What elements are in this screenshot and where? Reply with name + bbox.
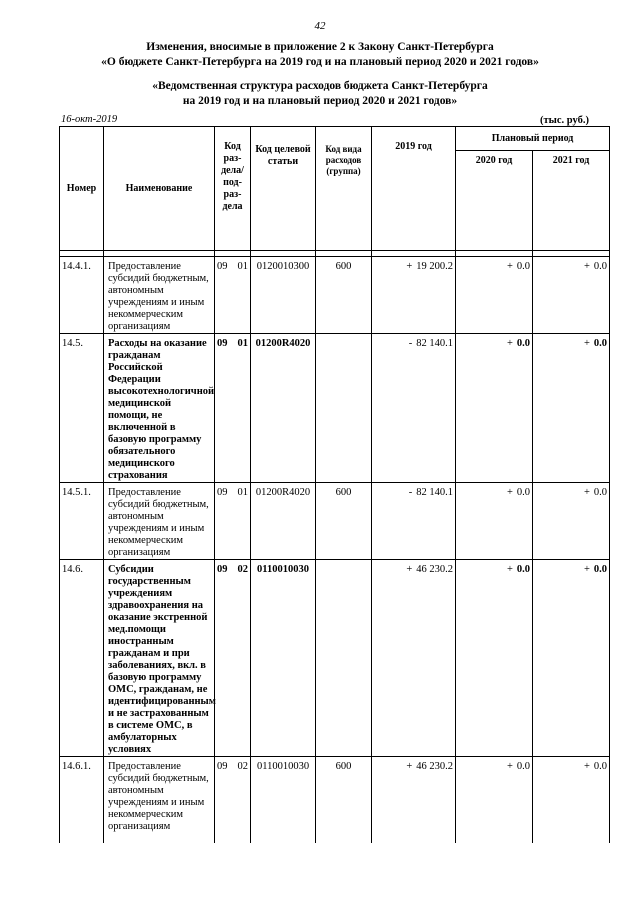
document-title (0, 40, 640, 70)
row-value-2021: + 0.0 (533, 757, 610, 843)
row-type-code (316, 560, 372, 757)
row-value-2020: + 0.0 (456, 257, 533, 334)
row-value-2020: + 0.0 (456, 757, 533, 843)
row-section: 09 (215, 757, 232, 843)
row-subsection: 02 (232, 757, 251, 843)
row-value-2020: + 0.0 (456, 483, 533, 560)
row-section: 09 (215, 334, 232, 483)
col-header-type: Код вида расходов (группа) (316, 127, 372, 251)
col-header-2021: 2021 год (533, 151, 610, 251)
row-value-2019: + 46 230.2 (372, 757, 456, 843)
col-header-2020: 2020 год (456, 151, 533, 251)
row-target-code: 0110010030 (251, 560, 316, 757)
row-subsection: 01 (232, 483, 251, 560)
table-row (60, 257, 610, 334)
title-line-2: «О бюджете Санкт-Петербурга на 2019 год и на плановый период 2020 и 2021 годов» (101, 56, 539, 68)
row-name: Расходы на оказание гражданам Российской Федерации высокотехнологичной медицинской помощи, не включенной в базовую программу обязательного медицинского страхования (104, 334, 215, 483)
row-value-2021: + 0.0 (533, 257, 610, 334)
row-value-2019: + 46 230.2 (372, 560, 456, 757)
expenditure-table (59, 126, 610, 843)
col-header-section: Код раз- дела/ под- раз- дела (215, 127, 251, 251)
row-section: 09 (215, 560, 232, 757)
row-number: 14.5.1. (60, 483, 104, 560)
row-target-code: 0110010030 (251, 757, 316, 843)
row-type-code (316, 334, 372, 483)
table-row (60, 334, 610, 483)
row-subsection: 01 (232, 334, 251, 483)
row-target-code: 01200R4020 (251, 483, 316, 560)
col-header-target: Код целевой статьи (251, 127, 316, 251)
document-date: 16-окт-2019 (61, 114, 118, 125)
row-value-2020: + 0.0 (456, 334, 533, 483)
row-target-code: 0120010300 (251, 257, 316, 334)
subtitle-line-2: на 2019 год и на плановый период 2020 и 2021 годов» (182, 95, 458, 107)
row-type-code: 600 (316, 757, 372, 843)
row-value-2019: + 19 200.2 (372, 257, 456, 334)
col-header-number: Номер (60, 127, 104, 251)
row-section: 09 (215, 257, 232, 334)
col-header-name: Наименование (104, 127, 215, 251)
table-row (60, 757, 610, 843)
row-value-2021: + 0.0 (533, 334, 610, 483)
page-number: 42 (314, 20, 326, 32)
row-value-2021: + 0.0 (533, 560, 610, 757)
document-subtitle (0, 79, 640, 109)
table-row (60, 560, 610, 757)
row-name: Предоставление субсидий бюджетным, автономным учреждениям и иным некоммерческим организациям (104, 483, 215, 560)
table-row (60, 483, 610, 560)
subtitle-line-1: «Ведомственная структура расходов бюджета Санкт-Петербурга (152, 80, 488, 92)
row-number: 14.5. (60, 334, 104, 483)
title-line-1: Изменения, вносимые в приложение 2 к Закону Санкт-Петербурга (146, 41, 494, 53)
row-subsection: 02 (232, 560, 251, 757)
row-section: 09 (215, 483, 232, 560)
row-value-2019: - 82 140.1 (372, 483, 456, 560)
row-type-code: 600 (316, 483, 372, 560)
row-value-2021: + 0.0 (533, 483, 610, 560)
row-value-2019: - 82 140.1 (372, 334, 456, 483)
units-label: (тыс. руб.) (540, 115, 589, 126)
row-name: Предоставление субсидий бюджетным, автономным учреждениям и иным некоммерческим организациям (104, 257, 215, 334)
row-value-2020: + 0.0 (456, 560, 533, 757)
row-number: 14.6.1. (60, 757, 104, 843)
row-subsection: 01 (232, 257, 251, 334)
row-name: Предоставление субсидий бюджетным, автономным учреждениям и иным некоммерческим организациям (104, 757, 215, 843)
row-number: 14.6. (60, 560, 104, 757)
row-target-code: 01200R4020 (251, 334, 316, 483)
row-name: Субсидии государственным учреждениям здравоохранения на оказание экстренной мед.помощи иностранным гражданам и при заболеваниях, вкл. в базовую программу ОМС, гражданам, не идентифицированным и не застрахованным в системе ОМС, в амбулаторных условиях (104, 560, 215, 757)
col-header-planned: Плановый период (456, 127, 610, 151)
col-header-2019: 2019 год (372, 127, 456, 251)
row-number: 14.4.1. (60, 257, 104, 334)
row-type-code: 600 (316, 257, 372, 334)
